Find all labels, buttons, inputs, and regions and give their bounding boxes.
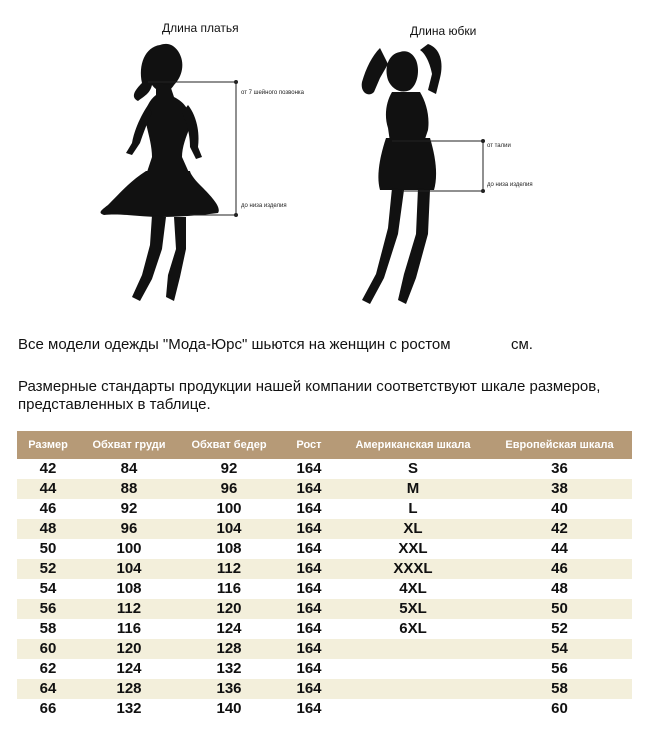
cell-eu-scale: 46 [487,559,632,579]
cell-eu-scale: 52 [487,619,632,639]
table-row [17,499,632,519]
cell-bust: 108 [79,579,179,599]
table-header-row [17,431,632,459]
cell-eu-scale: 40 [487,499,632,519]
cell-hips: 124 [179,619,279,639]
cell-bust: 84 [79,459,179,479]
cell-us-scale: XL [339,519,487,539]
cell-hips: 140 [179,699,279,719]
table-row [17,639,632,659]
cell-hips: 104 [179,519,279,539]
cell-us-scale: L [339,499,487,519]
cell-hips: 100 [179,499,279,519]
cell-hips: 120 [179,599,279,619]
cell-hips: 112 [179,559,279,579]
height-statement-text: Все модели одежды "Мода-Юрс" шьются на женщин с ростом [18,336,451,353]
table-row [17,559,632,579]
dress-to-label: до низа изделия [241,203,287,209]
cell-size: 60 [17,639,79,659]
cell-height: 164 [279,579,339,599]
standards-statement: Размерные стандарты продукции нашей компании соответствуют шкале размеров, представленных в таблице. [18,378,601,413]
cell-bust: 116 [79,619,179,639]
cell-bust: 96 [79,519,179,539]
header-us-scale: Американская шкала [339,431,487,459]
cell-height: 164 [279,559,339,579]
cell-us-scale [339,699,487,719]
dress-silhouette-image [90,35,320,315]
header-size: Размер [17,431,79,459]
cell-height: 164 [279,519,339,539]
cell-bust: 128 [79,679,179,699]
cell-hips: 136 [179,679,279,699]
cell-hips: 116 [179,579,279,599]
cell-height: 164 [279,699,339,719]
table-row [17,679,632,699]
cell-height: 164 [279,599,339,619]
header-bust: Обхват груди [79,431,179,459]
table-row [17,619,632,639]
skirt-silhouette-image [340,38,540,318]
cell-size: 62 [17,659,79,679]
cell-height: 164 [279,539,339,559]
cell-height: 164 [279,679,339,699]
cell-bust: 120 [79,639,179,659]
cell-bust: 100 [79,539,179,559]
cell-size: 46 [17,499,79,519]
cell-hips: 96 [179,479,279,499]
cell-bust: 132 [79,699,179,719]
header-eu-scale: Европейская шкала [487,431,632,459]
cell-us-scale [339,679,487,699]
cell-size: 58 [17,619,79,639]
cell-us-scale: M [339,479,487,499]
cell-eu-scale: 50 [487,599,632,619]
cell-us-scale [339,659,487,679]
table-row [17,539,632,559]
table-row [17,659,632,679]
cell-us-scale: 6XL [339,619,487,639]
cell-eu-scale: 42 [487,519,632,539]
cell-eu-scale: 36 [487,459,632,479]
cell-height: 164 [279,659,339,679]
cell-us-scale: 5XL [339,599,487,619]
dress-from-label: от 7 шейного позвонка [241,90,304,96]
cell-size: 64 [17,679,79,699]
cell-bust: 104 [79,559,179,579]
skirt-to-label: до низа изделия [487,182,533,188]
cell-hips: 92 [179,459,279,479]
cell-hips: 128 [179,639,279,659]
cell-eu-scale: 60 [487,699,632,719]
header-hips: Обхват бедер [179,431,279,459]
cell-hips: 108 [179,539,279,559]
dress-length-title: Длина платья [162,21,239,35]
cell-size: 56 [17,599,79,619]
size-table [17,431,632,719]
cell-height: 164 [279,619,339,639]
table-row [17,699,632,719]
cell-height: 164 [279,639,339,659]
cell-eu-scale: 56 [487,659,632,679]
table-row [17,579,632,599]
table-row [17,459,632,479]
table-row [17,599,632,619]
cell-height: 164 [279,499,339,519]
cell-size: 54 [17,579,79,599]
height-unit: см. [510,336,533,353]
cell-size: 50 [17,539,79,559]
cell-us-scale: XXXL [339,559,487,579]
cell-eu-scale: 38 [487,479,632,499]
cell-size: 44 [17,479,79,499]
cell-bust: 124 [79,659,179,679]
cell-eu-scale: 44 [487,539,632,559]
cell-eu-scale: 54 [487,639,632,659]
cell-eu-scale: 58 [487,679,632,699]
cell-height: 164 [279,479,339,499]
cell-bust: 92 [79,499,179,519]
cell-size: 52 [17,559,79,579]
cell-bust: 88 [79,479,179,499]
cell-eu-scale: 48 [487,579,632,599]
header-height: Рост [279,431,339,459]
cell-height: 164 [279,459,339,479]
cell-size: 42 [17,459,79,479]
skirt-length-title: Длина юбки [410,24,477,38]
cell-us-scale [339,639,487,659]
cell-us-scale: S [339,459,487,479]
cell-bust: 112 [79,599,179,619]
table-row [17,519,632,539]
size-table-body [17,459,632,719]
cell-size: 48 [17,519,79,539]
table-row [17,479,632,499]
height-statement [18,336,533,354]
skirt-from-label: от талии [487,143,511,149]
cell-us-scale: 4XL [339,579,487,599]
cell-hips: 132 [179,659,279,679]
cell-us-scale: XXL [339,539,487,559]
cell-size: 66 [17,699,79,719]
